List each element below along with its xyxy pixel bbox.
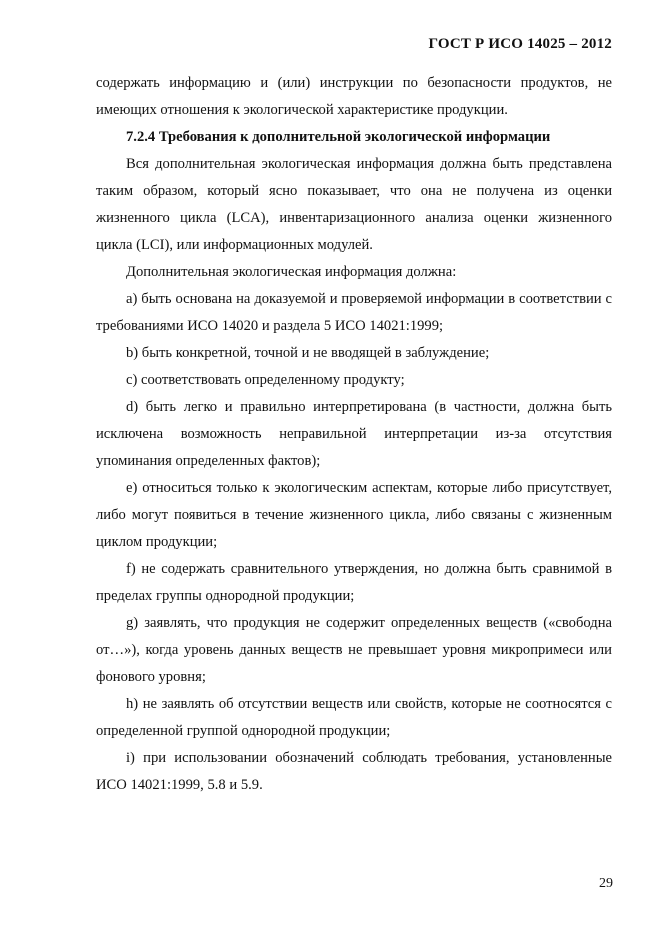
list-item-g: g) заявлять, что продукция не содержит определенных веществ («свободна от…»), когда уровень данных веществ не превышает уровня микропримеси или фонового уровня; (96, 615, 612, 685)
list-item-b: b) быть конкретной, точной и не вводящей в заблуждение; (126, 345, 490, 361)
list-item-h: h) не заявлять об отсутствии веществ или свойств, которые не соотносятся с определенной группой однородной продукции; (96, 696, 612, 739)
list-item-e: e) относиться только к экологическим аспектам, которые либо присутствует, либо могут появиться в течение жизненного цикла, либо связаны с жизненным циклом продукции; (96, 480, 612, 550)
list-item-c: c) соответствовать определенному продукту; (126, 372, 405, 388)
list-item-i: i) при использовании обозначений соблюдать требования, установленные ИСО 14021:1999, 5.8 и 5.9. (96, 750, 612, 793)
list-item-f: f) не содержать сравнительного утверждения, но должна быть сравнимой в пределах группы однородной продукции; (96, 561, 612, 604)
page-number: 29 (599, 876, 613, 891)
document-header: ГОСТ Р ИСО 14025 – 2012 (428, 36, 612, 52)
list-item-a: a) быть основана на доказуемой и проверяемой информации в соответствии с требованиями ИСО 14020 и раздела 5 ИСО 14021:1999; (96, 291, 612, 334)
continuation-paragraph: содержать информацию и (или) инструкции по безопасности продуктов, не имеющих отношения к экологической характеристике продукции. (96, 75, 612, 118)
list-lead: Дополнительная экологическая информация должна: (126, 264, 457, 280)
section-heading: 7.2.4 Требования к дополнительной экологической информации (126, 129, 551, 145)
page-body (96, 70, 612, 799)
list-item-d: d) быть легко и правильно интерпретирована (в частности, должна быть исключена возможность неправильной интерпретации из-за отсутствия упоминания определенных фактов); (96, 399, 612, 469)
intro-paragraph: Вся дополнительная экологическая информация должна быть представлена таким образом, который ясно показывает, что она не получена из оценки жизненного цикла (LCA), инвентаризационного анализа оценки жизненного цикла (LCI), или информационных модулей. (96, 156, 612, 253)
